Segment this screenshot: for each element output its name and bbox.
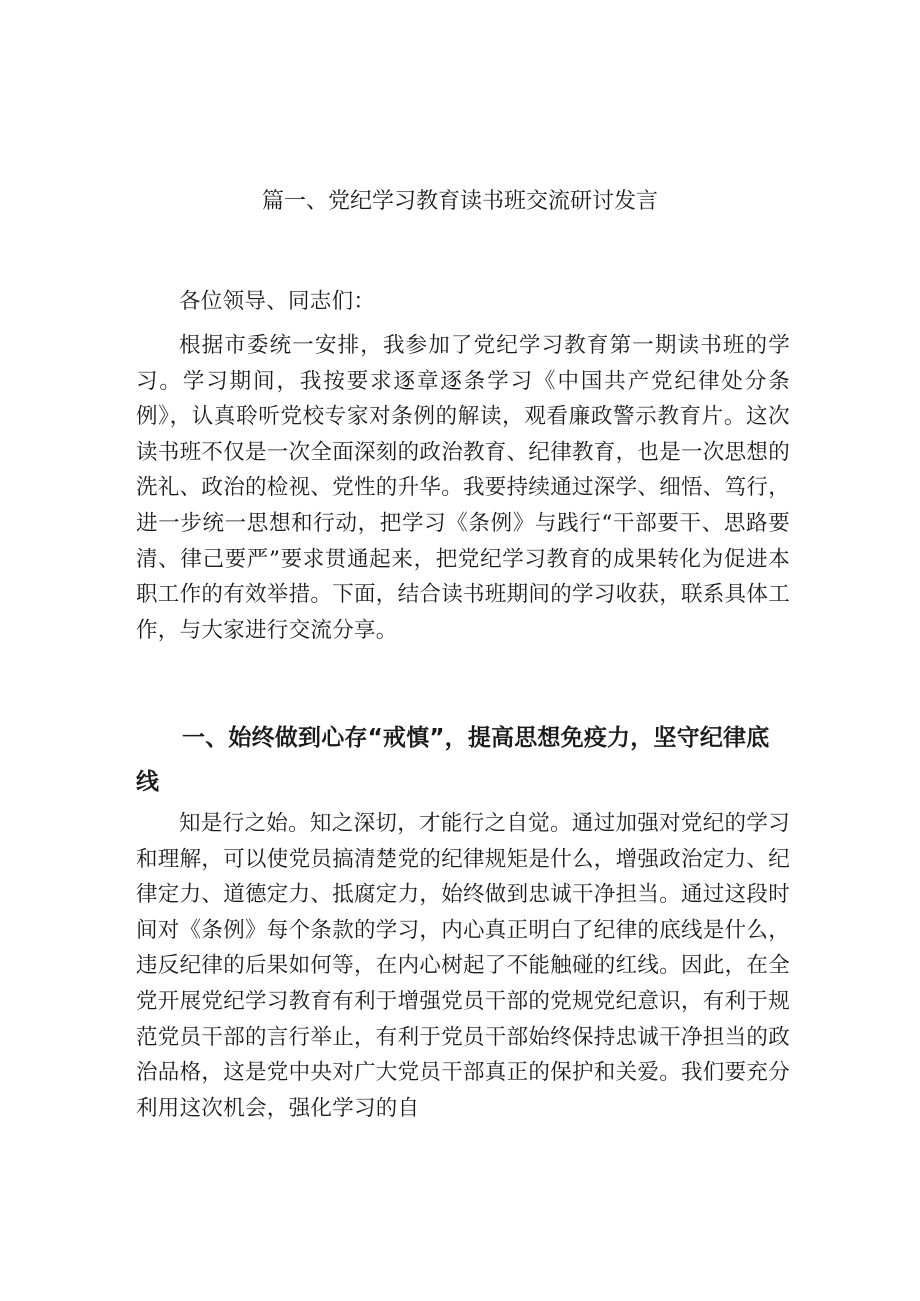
paragraph-intro: 根据市委统一安排，我参加了党纪学习教育第一期读书班的学习。学习期间，我按要求逐章逐条学习《中国共产党纪律处分条例》，认真聆听党校专家对条例的解读，观看廉政警示教育片。这次读书班不仅是一次全面深刻的政治教育、纪律教育，也是一次思想的洗礼、政治的检视、党性的升华。我要持续通过深学、细悟、笃行，进一步统一思想和行动，把学习《条例》与践行“干部要干、思路要清、律己要严”要求贯通起来，把党纪学习教育的成果转化为促进本职工作的有效举措。下面，结合读书班期间的学习收获，联系具体工作，与大家进行交流分享。 xyxy=(136,333,791,643)
greeting: 各位领导、同志们： xyxy=(179,289,376,314)
section-heading-1: 一、始终做到心存“戒慎”，提高思想免疫力，坚守纪律底线 xyxy=(136,725,770,795)
document-title: 篇一、党纪学习教育读书班交流研讨发言 xyxy=(261,189,658,214)
paragraph-section-1: 知是行之始。知之深切，才能行之自觉。通过加强对党纪的学习和理解，可以使党员搞清楚党的纪律规矩是什么，增强政治定力、纪律定力、道德定力、抵腐定力，始终做到忠诚干净担当。通过这段时间对《条例》每个条款的学习，内心真正明白了纪律的底线是什么，违反纪律的后果如何等，在内心树起了不能触碰的红线。因此，在全党开展党纪学习教育有利于增强党员干部的党规党纪意识，有利于规范党员干部的言行举止，有利于党员干部始终保持忠诚干净担当的政治品格，这是党中央对广大党员干部真正的保护和关爱。我们要充分利用这次机会，强化学习的自 xyxy=(136,811,791,1121)
